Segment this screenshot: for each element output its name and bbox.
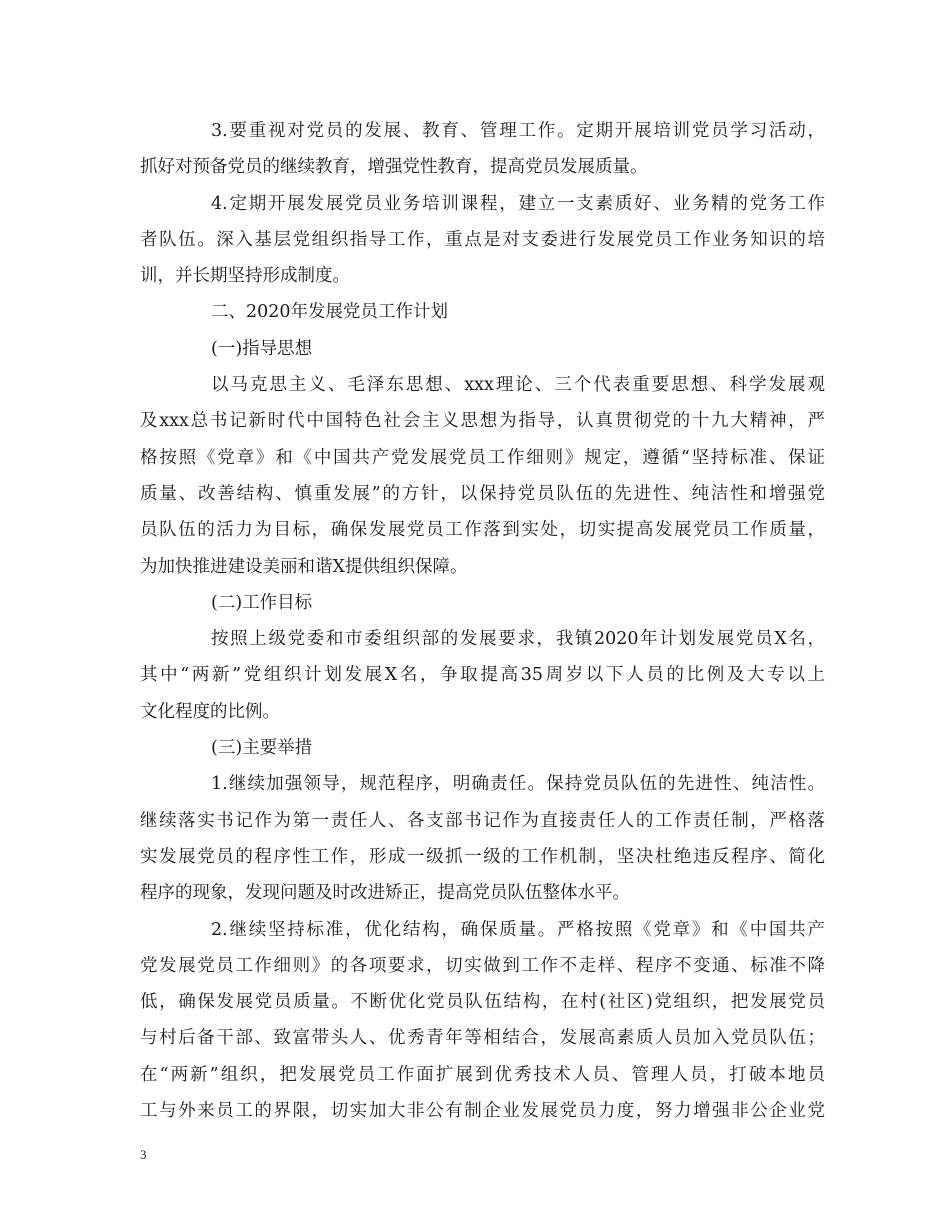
text-line: 按照上级党委和市委组织部的发展要求，我镇2020年计划发展党员X名， [211,629,825,650]
text-line: 4.定期开展发展党员业务培训课程，建立一支素质好、业务精的党务工作 [211,193,825,214]
text-line: 抓好对预备党员的继续教育，增强党性教育，提高党员发展质量。 [140,157,648,178]
text-line: 及xxx总书记新时代中国特色社会主义思想为指导，认真贯彻党的十九大精神，严 [140,411,825,432]
text-line: 文化程度的比例。 [140,701,280,722]
text-line: 质量、改善结构、慎重发展”的方针，以保持党员队伍的先进性、纯洁性和增强党 [140,483,825,504]
text-line: 低，确保发展党员质量。不断优化党员队伍结构，在村(社区)党组织，把发展党员 [140,992,825,1013]
text-line: 党发展党员工作细则》的各项要求，切实做到工作不走样、程序不变通、标准不降 [140,955,825,976]
subsection-heading: (三)主要举措 [211,738,313,759]
subsection-heading: (二)工作目标 [211,592,313,613]
page-number: 3 [140,1147,147,1162]
text-line: 员队伍的活力为目标，确保发展党员工作落到实处，切实提高发展党员工作质量， [140,520,825,541]
text-line: 为加快推进建设美丽和谐X提供组织保障。 [140,556,468,577]
section-heading: 二、2020年发展党员工作计划 [211,302,449,323]
text-line: 实发展党员的程序性工作，形成一级抓一级的工作机制，坚决杜绝违反程序、简化 [140,846,825,867]
text-line: 以马克思主义、毛泽东思想、xxx理论、三个代表重要思想、科学发展观 [211,375,825,396]
text-line: 工与外来员工的界限，切实加大非公有制企业发展党员力度，努力增强非公企业党 [140,1101,825,1122]
text-line: 3.要重视对党员的发展、教育、管理工作。定期开展培训党员学习活动， [211,121,825,141]
text-line: 训，并长期坚持形成制度。 [140,266,350,287]
text-line: 继续落实书记作为第一责任人、各支部书记作为直接责任人的工作责任制，严格落 [140,810,825,831]
text-line: 在“两新”组织，把发展党员工作面扩展到优秀技术人员、管理人员，打破本地员 [140,1064,825,1085]
text-line: 程序的现象，发现问题及时改进矫正，提高党员队伍整体水平。 [140,883,630,904]
body-text [140,113,825,1129]
subsection-heading: (一)指导思想 [211,338,313,359]
text-line: 与村后备干部、致富带头人、优秀青年等相结合，发展高素质人员加入党员队伍； [140,1028,825,1049]
text-line: 其中“两新”党组织计划发展X名，争取提高35周岁以下人员的比例及大专以上 [140,665,825,686]
text-line: 2.继续坚持标准，优化结构，确保质量。严格按照《党章》和《中国共产 [211,919,825,940]
text-line: 格按照《党章》和《中国共产党发展党员工作细则》规定，遵循“坚持标准、保证 [140,447,825,468]
text-line: 1.继续加强领导，规范程序，明确责任。保持党员队伍的先进性、纯洁性。 [211,774,825,795]
text-line: 者队伍。深入基层党组织指导工作，重点是对支委进行发展党员工作业务知识的培 [140,229,825,250]
